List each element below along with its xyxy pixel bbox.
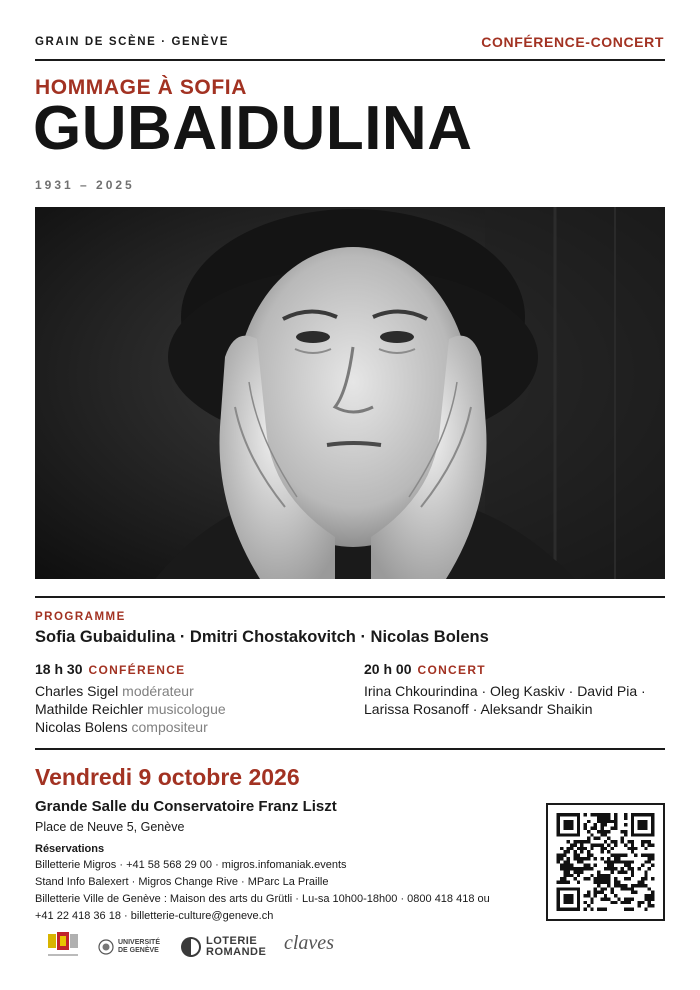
person-role: modérateur bbox=[122, 683, 194, 699]
conference-time: 18 h 30 bbox=[35, 661, 83, 677]
conference-heading bbox=[35, 661, 186, 677]
header-divider bbox=[35, 59, 665, 61]
reservation-line: Stand Info Balexert · Migros Change Rive · MParc La Praille bbox=[35, 876, 329, 888]
geneve-crest-logo bbox=[48, 932, 78, 962]
loterie-line-2: ROMANDE bbox=[206, 946, 267, 958]
loterie-romande-logo bbox=[180, 932, 266, 962]
unige-logo bbox=[98, 932, 160, 962]
life-dates: 1931 – 2025 bbox=[35, 178, 135, 192]
concert-heading bbox=[364, 661, 486, 677]
loterie-mark-icon bbox=[180, 936, 202, 958]
conference-person bbox=[35, 700, 226, 718]
performers-line-1: Irina Chkourindina · Oleg Kaskiv · David Pia · bbox=[364, 683, 646, 699]
event-address: Place de Neuve 5, Genève bbox=[35, 820, 185, 834]
event-divider bbox=[35, 748, 665, 750]
person-name: Mathilde Reichler bbox=[35, 701, 144, 717]
event-venue: Grande Salle du Conservatoire Franz Liszt bbox=[35, 798, 337, 815]
portrait-photo bbox=[35, 207, 665, 579]
loterie-line-1: LOTERIE bbox=[206, 935, 258, 947]
organizer-label: GRAIN DE SCÈNE · GENÈVE bbox=[35, 36, 229, 48]
concert-time: 20 h 00 bbox=[364, 661, 412, 677]
page-title: GUBAIDULINA bbox=[33, 94, 473, 163]
reservation-line: +41 22 418 36 18 · billetterie-culture@geneve.ch bbox=[35, 910, 274, 922]
concert-tag: CONCERT bbox=[417, 663, 486, 677]
reservation-line: Billetterie Ville de Genève : Maison des arts du Grütli · Lu-sa 10h00-18h00 · 0800 418 418 ou bbox=[35, 893, 490, 905]
reservations-title: Réservations bbox=[35, 843, 105, 855]
qr-code[interactable] bbox=[546, 803, 665, 921]
event-date: Vendredi 9 octobre 2026 bbox=[35, 764, 300, 790]
conference-person bbox=[35, 682, 194, 700]
unige-seal-icon bbox=[98, 939, 114, 955]
event-subtitle: HOMMAGE À SOFIA bbox=[35, 76, 247, 99]
claves-logo: claves bbox=[284, 932, 334, 954]
person-role: musicologue bbox=[147, 701, 226, 717]
person-role: compositeur bbox=[131, 719, 208, 735]
unige-line-1: UNIVERSITÉ bbox=[118, 939, 161, 946]
programme-label: PROGRAMME bbox=[35, 611, 126, 623]
performers-line-2: Larissa Rosanoff · Aleksandr Shaikin bbox=[364, 701, 593, 717]
conference-person bbox=[35, 718, 208, 736]
qr-code-graphic bbox=[556, 813, 655, 911]
event-type-label: CONFÉRENCE-CONCERT bbox=[481, 34, 664, 50]
programme-divider bbox=[35, 596, 665, 598]
conference-tag: CONFÉRENCE bbox=[88, 663, 186, 677]
unige-line-2: DE GENÈVE bbox=[118, 947, 159, 954]
reservation-line: Billetterie Migros · +41 58 568 29 00 · migros.infomaniak.events bbox=[35, 859, 347, 871]
person-name: Charles Sigel bbox=[35, 683, 119, 699]
composers-list: Sofia Gubaidulina · Dmitri Chostakovitch · Nicolas Bolens bbox=[35, 628, 489, 646]
person-name: Nicolas Bolens bbox=[35, 719, 128, 735]
